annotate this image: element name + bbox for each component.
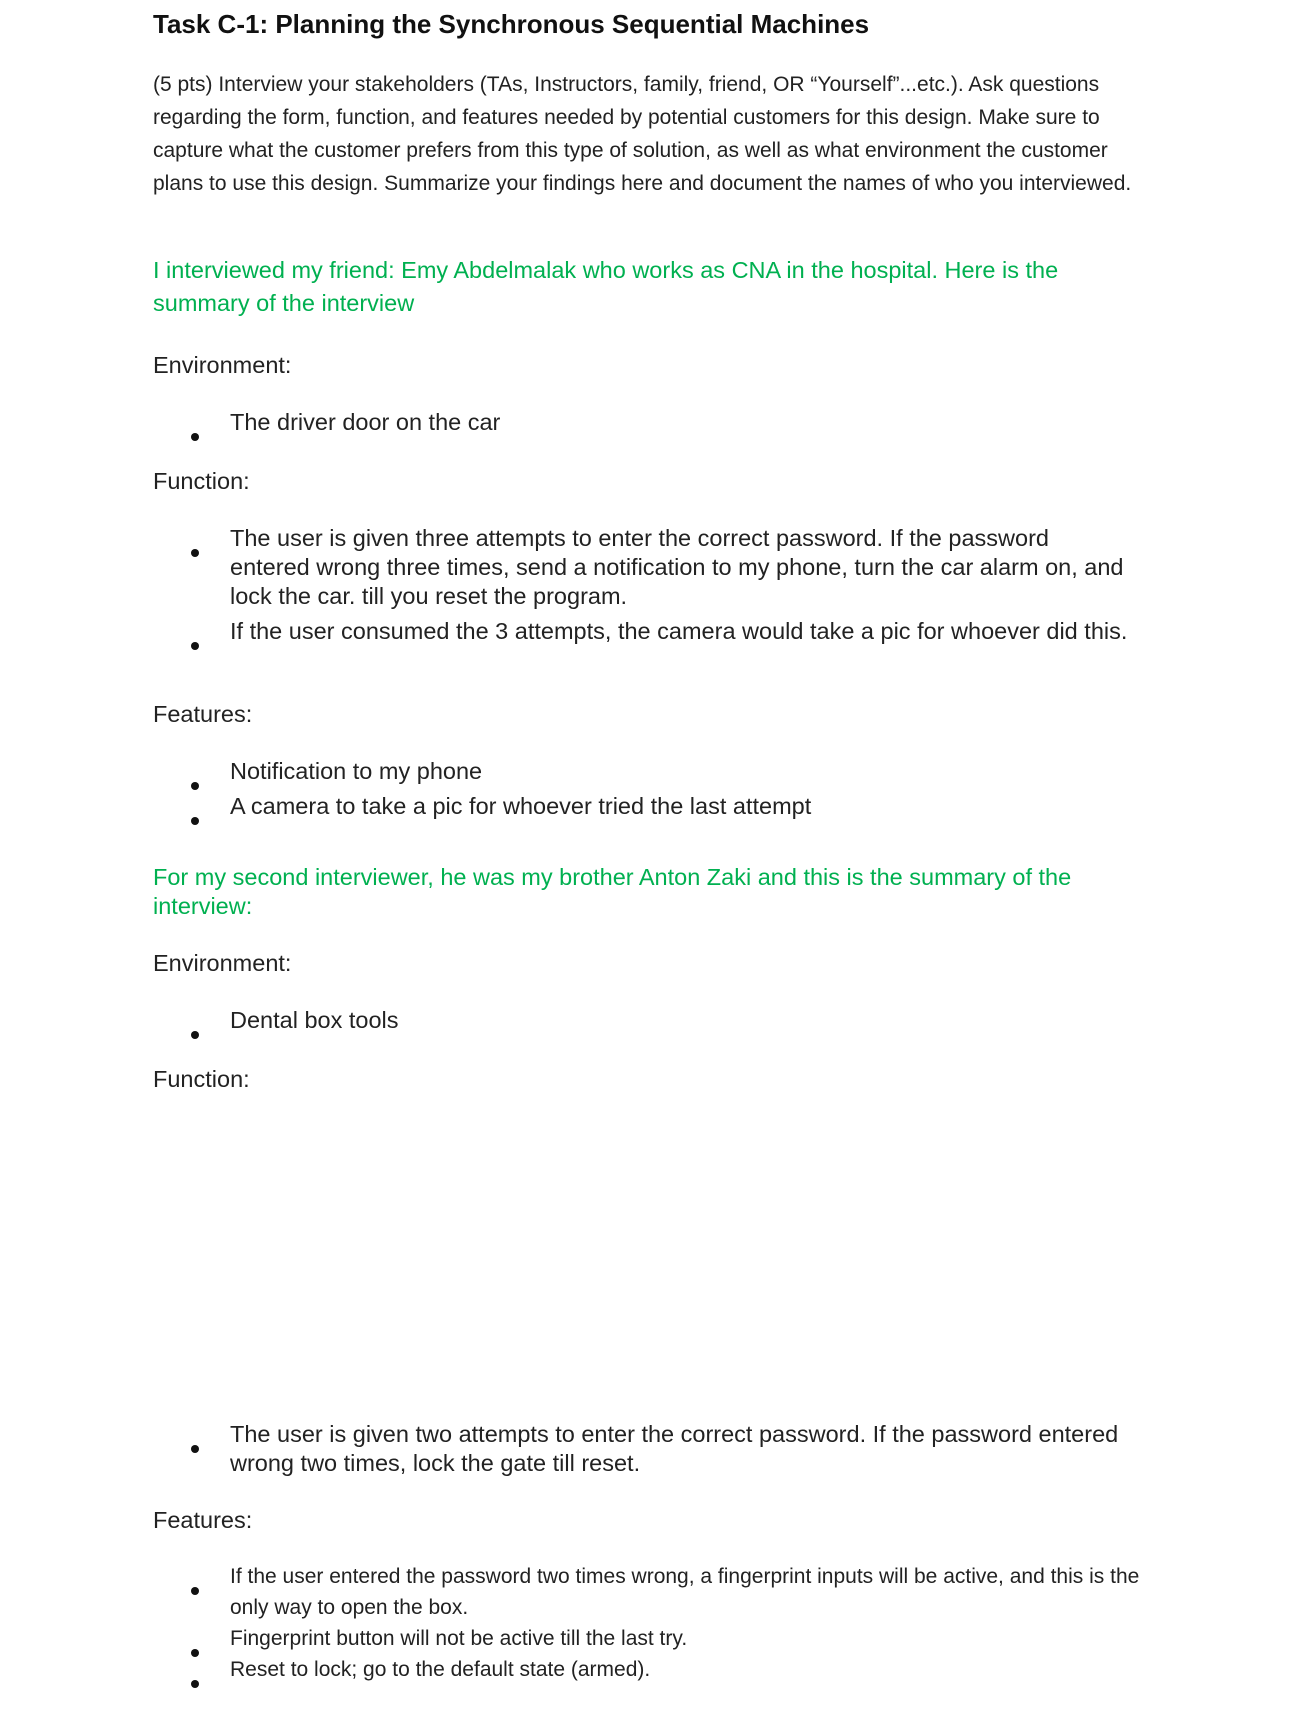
interview-2-features-list (153, 1561, 1153, 1685)
interview-2-summary: For my second interviewer, he was my brother Anton Zaki and this is the summary of the interview: (153, 864, 1072, 919)
list-item: The driver door on the car (153, 408, 1153, 437)
interview-2-function-heading: Function: (153, 1066, 250, 1092)
bullet-icon (191, 419, 199, 448)
bullet-icon (191, 628, 199, 657)
bullet-icon (191, 1666, 199, 1697)
interview-1-features-list (153, 757, 1153, 821)
interview-1-summary: I interviewed my friend: Emy Abdelmalak who works as CNA in the hospital. Here is the summary of the interview (153, 257, 1059, 316)
interview-1-function-heading: Function: (153, 468, 250, 494)
interview-2-environment-heading: Environment: (153, 950, 292, 976)
list-item: Fingerprint button will not be active till the last try. (153, 1623, 1153, 1654)
interview-1-features-heading: Features: (153, 701, 253, 727)
task-instructions: (5 pts) Interview your stakeholders (TAs, Instructors, family, friend, OR “Yourself”...etc.). Ask questions regarding the form, function, and features needed by potential customers for this design. Make sure to capture what the customer prefers from this type of solution, as well as what environment the customer plans to use this design. Summarize your findings here and document the names of who you interviewed. (153, 73, 1132, 195)
interview-2-environment-list (153, 1006, 1153, 1035)
list-item: The user is given three attempts to enter the correct password. If the password entered wrong three times, send a notification to my phone, turn the car alarm on, and lock the car. till you reset the program. (153, 524, 1133, 611)
bullet-icon (191, 1431, 199, 1460)
list-item: Reset to lock; go to the default state (armed). (153, 1654, 1153, 1685)
interview-2-function-list (153, 1420, 1133, 1478)
list-item: A camera to take a pic for whoever tried the last attempt (153, 792, 1153, 821)
bullet-icon (191, 803, 199, 832)
list-item: If the user consumed the 3 attempts, the camera would take a pic for whoever did this. (153, 617, 1133, 646)
list-item: Dental box tools (153, 1006, 1153, 1035)
interview-2-features-heading: Features: (153, 1507, 253, 1533)
bullet-icon (191, 535, 199, 564)
interview-1-function-list (153, 524, 1133, 646)
interview-1-environment-heading: Environment: (153, 352, 292, 378)
bullet-icon (191, 1017, 199, 1046)
page-title: Task C-1: Planning the Synchronous Sequential Machines (153, 9, 870, 39)
list-item: The user is given two attempts to enter the correct password. If the password entered wrong two times, lock the gate till reset. (153, 1420, 1133, 1478)
list-item: Notification to my phone (153, 757, 1153, 786)
bullet-icon (191, 1573, 199, 1604)
interview-1-environment-list (153, 408, 1153, 437)
list-item: If the user entered the password two times wrong, a fingerprint inputs will be active, and this is the only way to open the box. (153, 1561, 1153, 1623)
